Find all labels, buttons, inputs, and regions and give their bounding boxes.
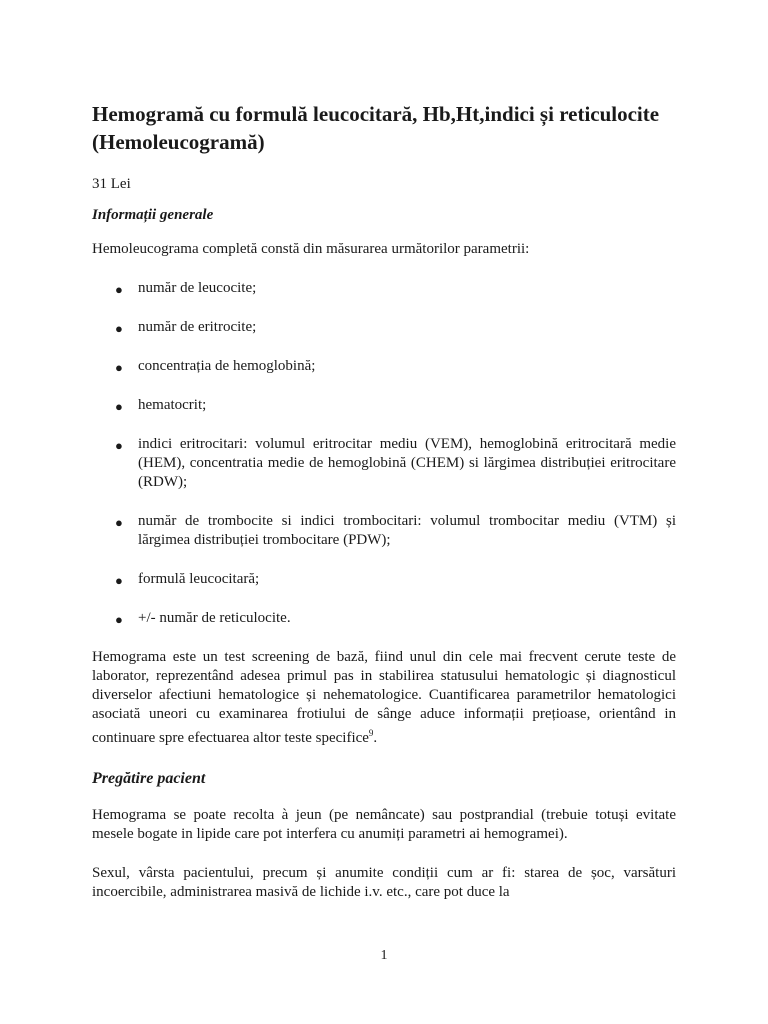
- list-item-text: număr de trombocite si indici trombocitari: volumul trombocitar mediu (VTM) și lărgimea distribuției trombocitare (PDW);: [138, 513, 676, 548]
- intro-paragraph: Hemoleucograma completă constă din măsurarea următorilor parametrii:: [92, 241, 530, 257]
- screening-end: .: [373, 730, 378, 746]
- list-item-text: +/- număr de reticulocite.: [138, 610, 291, 626]
- bullet-icon: ●: [115, 360, 123, 375]
- bullet-icon: ●: [115, 321, 123, 336]
- conditions-paragraph: Sexul, vârsta pacientului, precum și anumite condiții cum ar fi: starea de șoc, varsături incoercibile, administrarea masivă de lichide i.v. etc., care pot duce la: [92, 865, 676, 900]
- bullet-icon: ●: [115, 438, 123, 453]
- list-item: [92, 570, 676, 589]
- list-item-text: indici eritrocitari: volumul eritrocitar mediu (VEM), hemoglobină eritrocitară medie (HEM), concentratia medie de hemoglobină (CHEM) si lărgimea distribuției eritrocitare (RDW);: [138, 436, 676, 490]
- screening-paragraph: [92, 648, 676, 748]
- parameter-list: [92, 279, 676, 628]
- bullet-icon: ●: [115, 399, 123, 414]
- reference-superscript: 9: [368, 728, 374, 738]
- preparation-paragraph: Hemograma se poate recolta à jeun (pe nemâncate) sau postprandial (trebuie totuși evitate mesele bogate in lipide care pot interfera cu anumiți parametri ai hemogramei).: [92, 807, 676, 842]
- list-item-text: formulă leucocitară;: [138, 571, 260, 587]
- document-page: [92, 100, 676, 922]
- document-title: Hemogramă cu formulă leucocitară, Hb,Ht,indici și reticulocite (Hemoleucogramă): [92, 102, 660, 154]
- screening-text: Hemograma este un test screening de bază, fiind unul din cele mai frecvent cerute teste de laborator, reprezentând adesea primul pas in stabilirea statusului hematologic și diagnosticul diverselor afectiuni hematologice și nehematologice. Cuantificarea parametrilor hematologici asociată uneori cu examinarea frotiului de sânge aduce informații prețioase, orientând in continuare spre efectuarea altor teste specifice: [92, 649, 676, 746]
- bullet-icon: ●: [115, 573, 123, 588]
- list-item: [92, 396, 676, 415]
- list-item: [92, 318, 676, 337]
- list-item: [92, 279, 676, 298]
- general-info-heading: Informații generale: [92, 207, 214, 223]
- bullet-icon: ●: [115, 515, 123, 530]
- bullet-icon: ●: [115, 282, 123, 297]
- list-item-text: număr de leucocite;: [138, 280, 257, 296]
- patient-prep-heading: Pregătire pacient: [92, 770, 206, 787]
- list-item: [92, 435, 676, 492]
- list-item: [92, 609, 676, 628]
- list-item-text: concentrația de hemoglobină;: [138, 358, 316, 374]
- list-item-text: hematocrit;: [138, 397, 207, 413]
- list-item-text: număr de eritrocite;: [138, 319, 257, 335]
- page-number: 1: [380, 948, 388, 963]
- price: 31 Lei: [92, 176, 131, 192]
- bullet-icon: ●: [115, 612, 123, 627]
- list-item: [92, 357, 676, 376]
- list-item: [92, 512, 676, 550]
